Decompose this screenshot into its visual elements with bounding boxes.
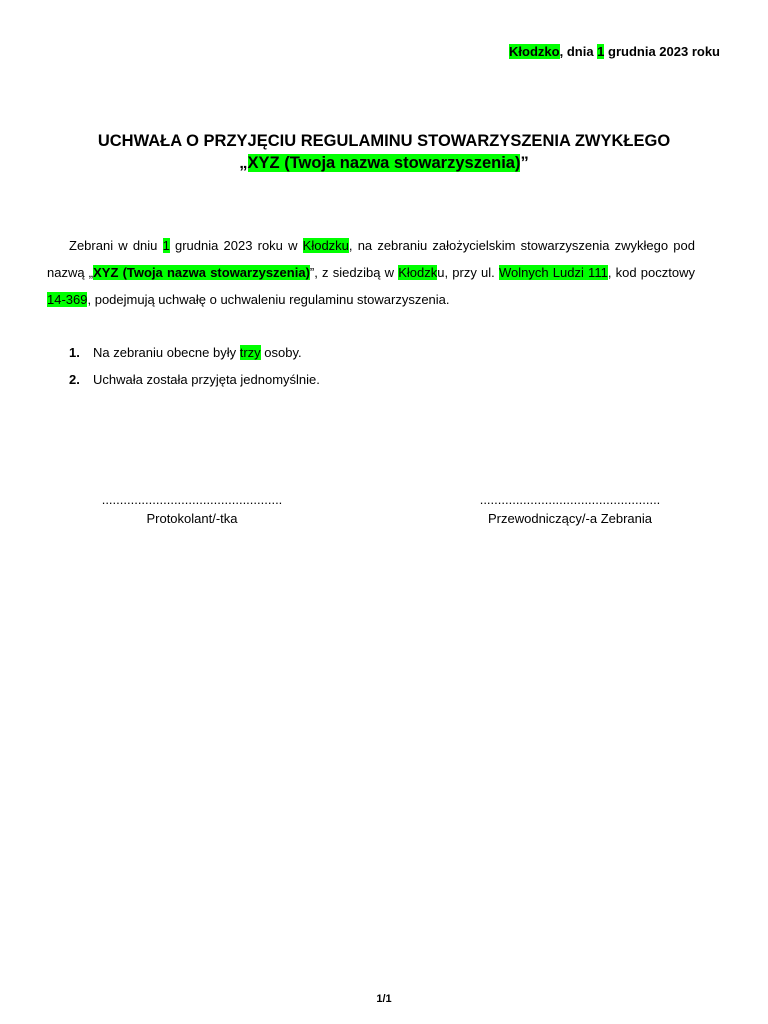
list-item-text: Uchwała została przyjęta jednomyślnie. (93, 372, 320, 387)
list-item (69, 366, 320, 393)
signature-chairperson (470, 492, 670, 530)
body-text: grudnia 2023 roku w (169, 238, 303, 253)
body-street-highlight: Wolnych Ludzi 111 (498, 265, 608, 280)
title-open-quote: „ (239, 154, 248, 172)
title-line-2 (0, 152, 768, 174)
day-highlight: 1 (597, 44, 605, 59)
list-item-text: Na zebraniu obecne były (93, 345, 240, 360)
body-text: , kod pocztowy (607, 265, 695, 280)
signature-protokolant (92, 492, 292, 530)
list-item-text: osoby. (260, 345, 302, 360)
body-city-highlight: Kłodzku (302, 238, 349, 253)
attendee-count-highlight: trzy (239, 345, 261, 360)
list-item-number: 1. (69, 345, 80, 360)
signature-label: Przewodniczący/-a Zebrania (487, 511, 653, 526)
body-text: , podejmują uchwałę o uchwaleniu regulaminu stowarzyszenia. (87, 292, 450, 307)
title-line-1: UCHWAŁA O PRZYJĘCIU REGULAMINU STOWARZYSZENIA ZWYKŁEGO (97, 132, 671, 150)
association-name-highlight: XYZ (Twoja nazwa stowarzyszenia) (247, 154, 521, 172)
date-rest: grudnia 2023 roku (604, 44, 720, 59)
body-seat-highlight: Kłodzk (398, 265, 438, 280)
page-number: 1/1 (376, 993, 392, 1005)
date-text: , dnia (559, 44, 598, 59)
resolution-paragraph (47, 232, 695, 313)
resolution-points-list (69, 339, 320, 393)
body-text: ”, z siedzibą w (309, 265, 399, 280)
signature-label: Protokolant/-tka (146, 511, 238, 526)
body-text: Zebrani w dniu (69, 238, 163, 253)
document-date-line (509, 44, 720, 59)
list-item (69, 339, 320, 366)
list-item-number: 2. (69, 372, 80, 387)
body-text: , na zebraniu założycielskim stowarzyszenia zwykłego pod nazwą „ (47, 238, 695, 280)
body-text: u, przy ul. (437, 265, 499, 280)
city-highlight: Kłodzko (509, 44, 560, 59)
signature-line: .................................................. (101, 492, 283, 507)
body-day-highlight: 1 (162, 238, 170, 253)
title-close-quote: ” (520, 154, 529, 172)
body-postal-highlight: 14-369 (47, 292, 88, 307)
signature-line: .................................................. (479, 492, 661, 507)
body-association-name-highlight: XYZ (Twoja nazwa stowarzyszenia) (93, 265, 310, 280)
document-title (0, 130, 768, 174)
